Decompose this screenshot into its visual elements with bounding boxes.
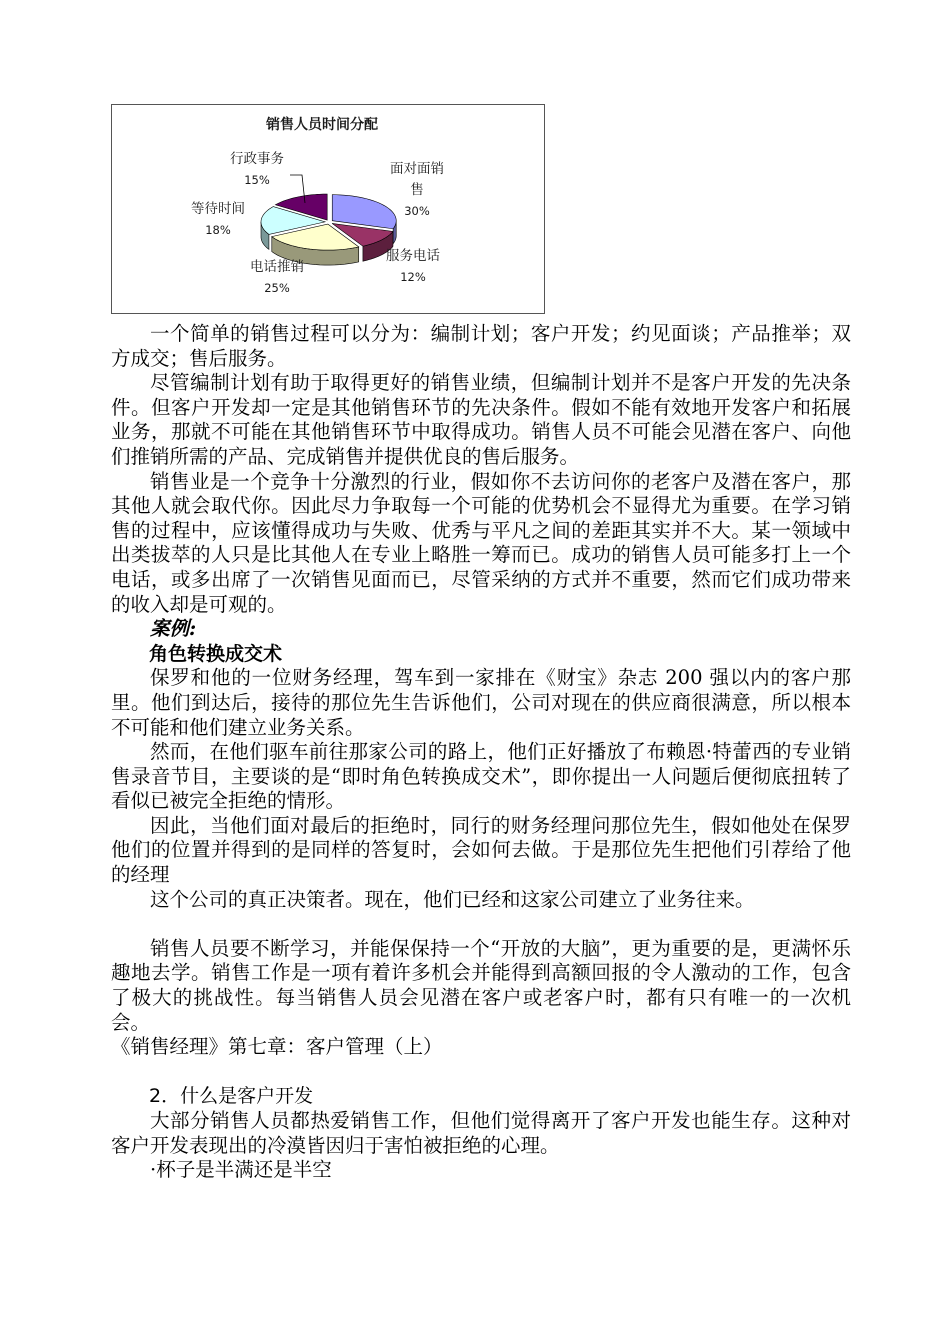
paragraph: 这个公司的真正决策者。现在，他们已经和这家公司建立了业务往来。 xyxy=(150,887,755,911)
slice-label: 面对面销 xyxy=(390,161,444,177)
pie-slice xyxy=(332,195,396,229)
slice-label: 电话推销 xyxy=(250,259,304,275)
paragraph: 保罗和他的一位财务经理，驾车到一家排在《财宝》杂志 200 强以内的客户那里。他们到达后，接待的那位先生告诉他们，公司对现在的供应商很满意，所以根本不可能和他们建立业务关系。 xyxy=(111,666,851,739)
chart-title: 销售人员时间分配 xyxy=(266,117,378,133)
slice-label: 售 xyxy=(410,182,424,198)
paragraph: 然而，在他们驱车前往那家公司的路上，他们正好播放了布赖恩·特蕾西的专业销售录音节目，主要谈的是“即时角色转换成交术”，即你提出一人问题后便彻底扭转了看似已被完全拒绝的情形。 xyxy=(111,740,851,813)
slice-label: 行政事务 xyxy=(230,151,284,167)
pie-chart-svg xyxy=(112,105,546,315)
blank-line xyxy=(111,1060,851,1085)
slice-value-label: 18% xyxy=(205,223,231,237)
slice-label: 服务电话 xyxy=(386,248,440,264)
paragraph: 因此，当他们面对最后的拒绝时，同行的财务经理问那位先生，假如他处在保罗他们的位置并得到的是同样的答复时，会如何去做。于是那位先生把他们引荐给了他的经理 xyxy=(111,813,851,887)
body-text xyxy=(111,322,851,1183)
slice-value-label: 25% xyxy=(264,281,290,295)
paragraph: 尽管编制计划有助于取得更好的销售业绩，但编制计划并不是客户开发的先决条件。但客户开发却一定是其他销售环节的先决条件。假如不能有效地开发客户和拓展业务，那就不可能在其他销售环节中取得成功。销售人员不可能会见潜在客户、向他们推销所需的产品、完成销售并提供优良的售后服务。 xyxy=(111,371,851,468)
slice-value-label: 15% xyxy=(244,173,270,187)
paragraph: 销售业是一个竞争十分激烈的行业，假如你不去访问你的老客户及潜在客户，那其他人就会取代你。因此尽力争取每一个可能的优势机会不显得尤为重要。在学习销售的过程中，应该懂得成功与失败、优秀与平凡之间的差距其实并不大。某一领域中出类拔萃的人只是比其他人在专业上略胜一筹而已。成功的销售人员可能多打上一个电话，或多出席了一次销售见面而已，尽管采纳的方式并不重要，然而它们成功带来的收入却是可观的。 xyxy=(111,469,851,616)
bullet-item: ·杯子是半满还是半空 xyxy=(150,1158,332,1182)
chapter-heading: 《销售经理》第七章：客户管理（上） xyxy=(111,1035,443,1059)
paragraph: 一个简单的销售过程可以分为：编制计划；客户开发；约见面谈；产品推举；双方成交；售后服务。 xyxy=(111,322,851,370)
paragraph: 大部分销售人员都热爱销售工作，但他们觉得离开了客户开发也能生存。这种对客户开发表现出的冷漠皆因归于害怕被拒绝的心理。 xyxy=(111,1109,851,1157)
case-title: 角色转换成交术 xyxy=(149,642,283,665)
pie-chart xyxy=(111,104,545,314)
paragraph: 销售人员要不断学习，并能保保持一个“开放的大脑”，更为重要的是，更满怀乐趣地去学。销售工作是一项有着许多机会并能得到高额回报的令人激动的工作，包含了极大的挑战性。每当销售人员会见潜在客户或老客户时，都有只有唯一的一次机会。 xyxy=(111,936,851,1034)
blank-line xyxy=(111,912,851,937)
slice-value-label: 12% xyxy=(400,270,426,284)
slice-label: 等待时间 xyxy=(191,201,245,217)
case-label: 案例: xyxy=(150,617,197,641)
slice-value-label: 30% xyxy=(404,204,430,218)
section-title: 2．什么是客户开发 xyxy=(149,1085,314,1108)
pie-slices xyxy=(261,194,396,265)
